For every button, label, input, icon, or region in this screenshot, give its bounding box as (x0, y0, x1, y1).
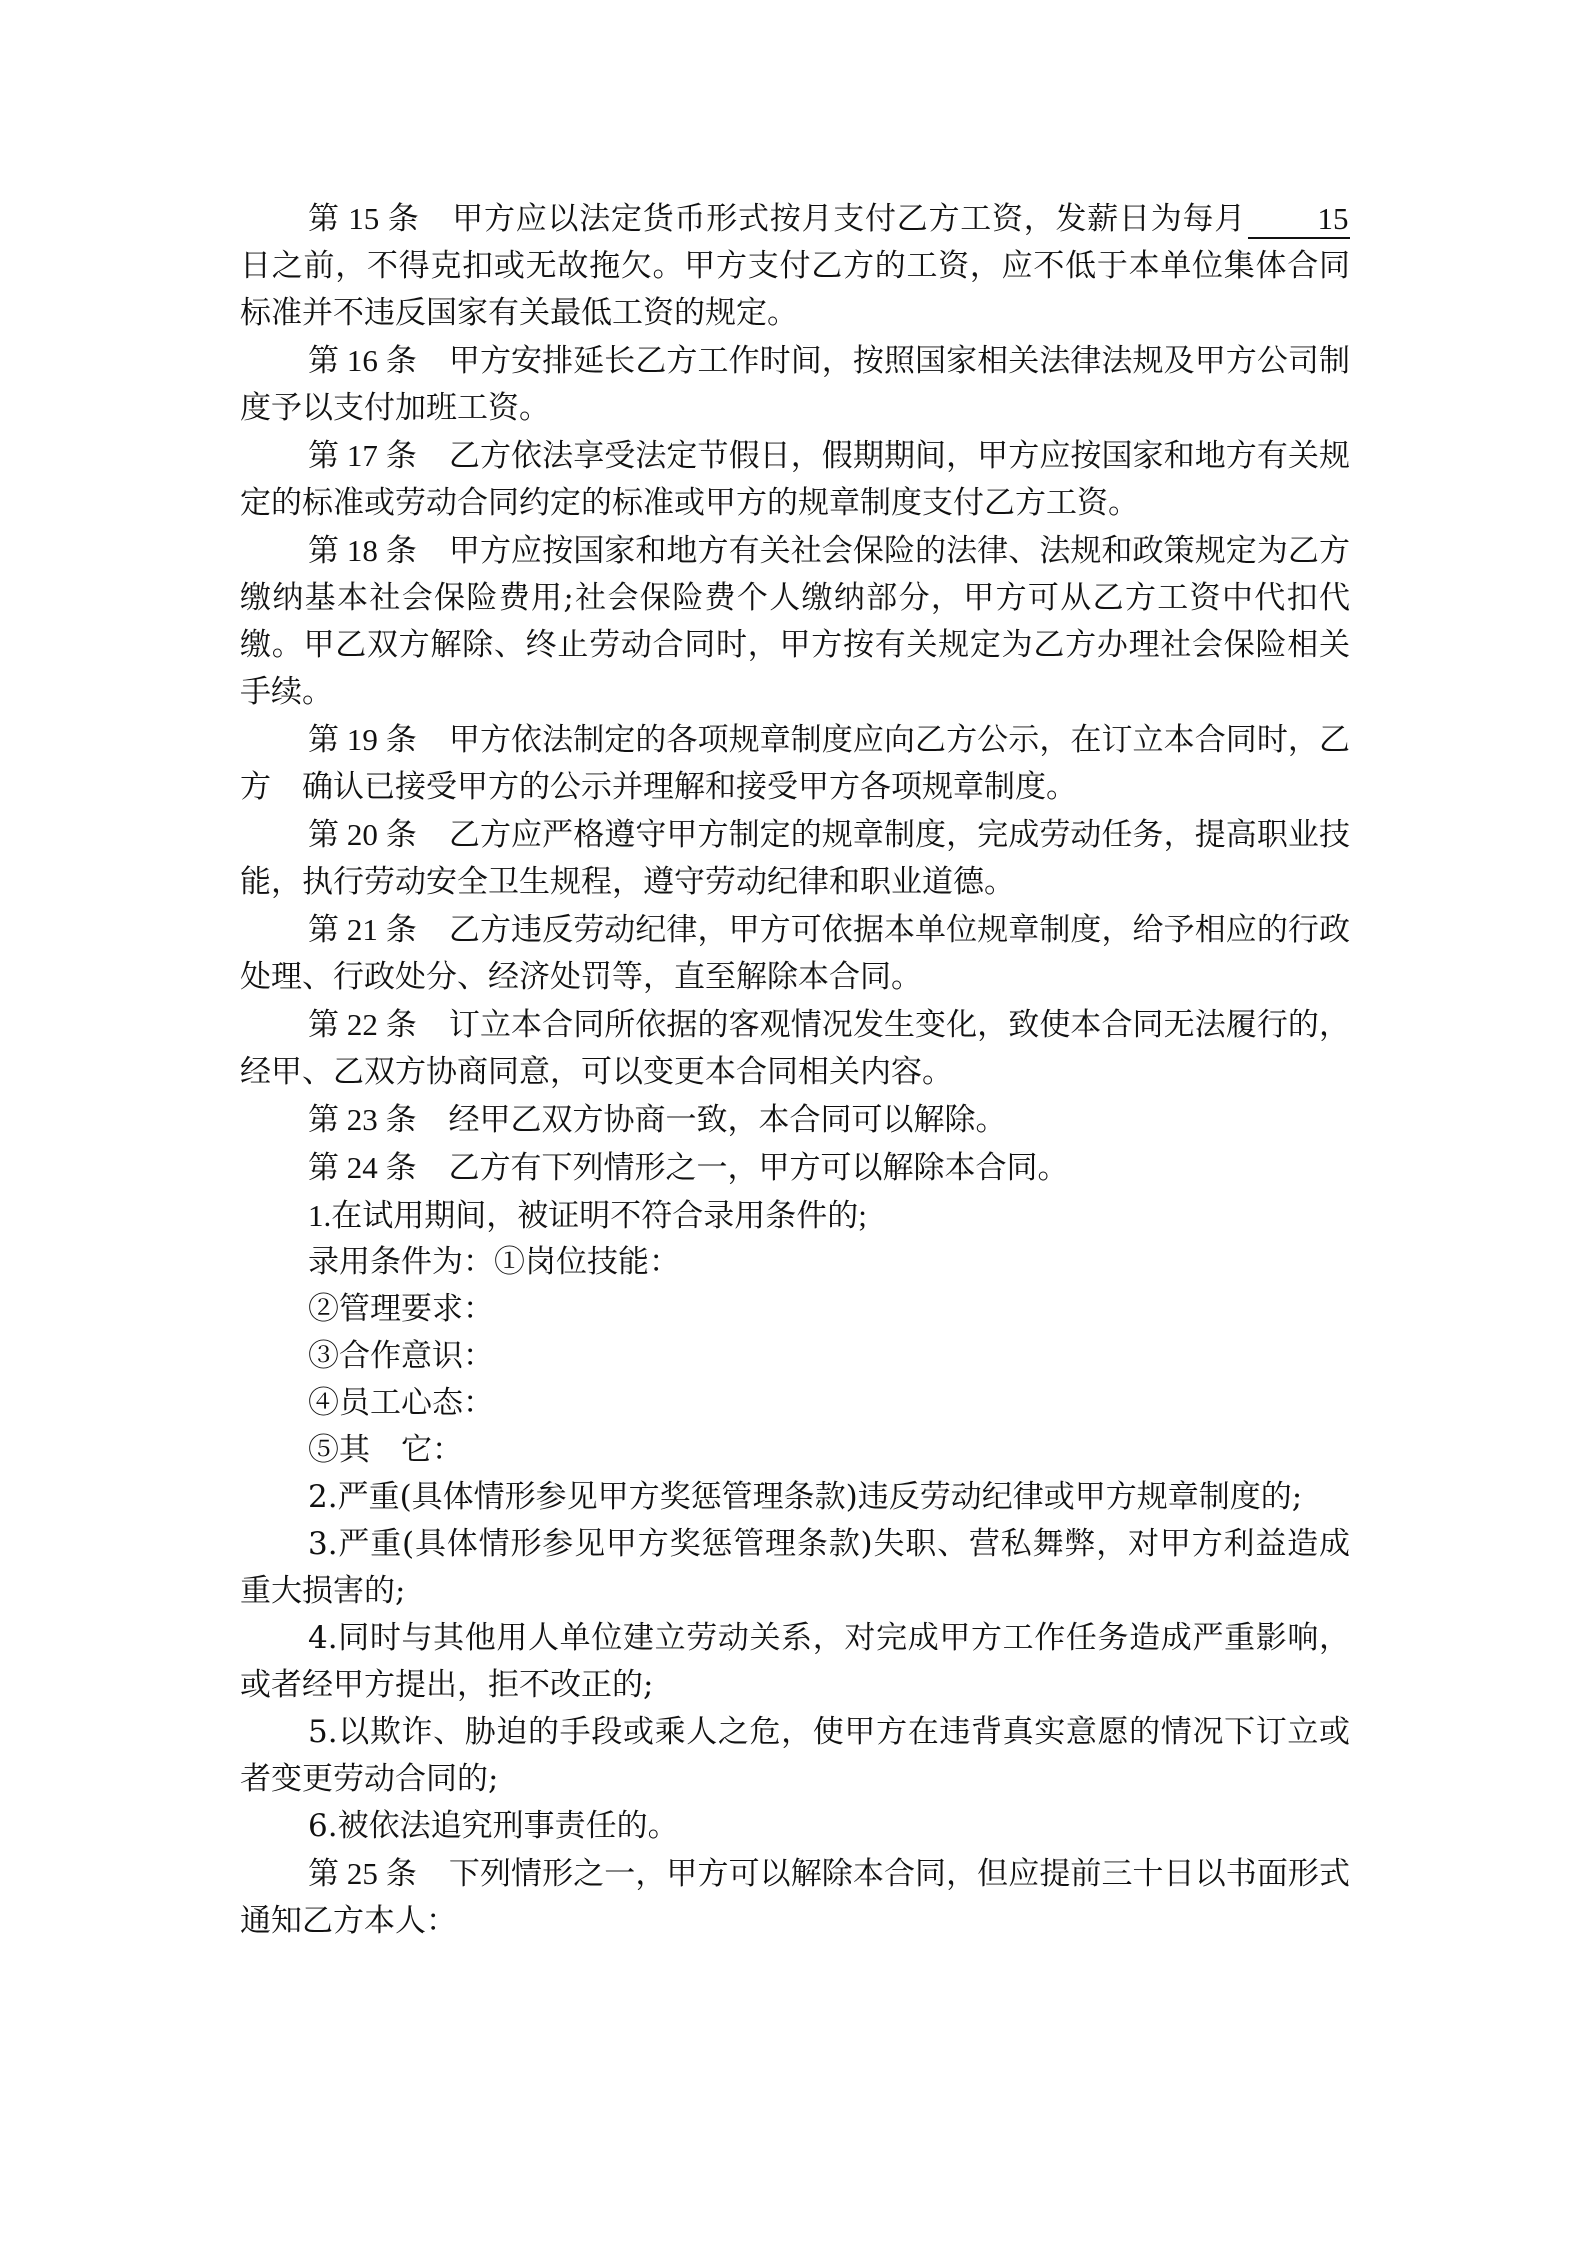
article-15 (240, 195, 1350, 337)
article-24-item-1: 1.在试用期间，被证明不符合录用条件的; (308, 1198, 867, 1233)
article-22 (240, 1001, 1350, 1096)
article-22-text: 订立本合同所依据的客观情况发生变化，致使本合同无法履行的，经甲、乙双方协商同意，可以变更本合同相关内容。 (240, 1007, 1351, 1090)
article-17-label: 第 17 条 (308, 438, 417, 473)
payday-fill-in-field: 15 (1248, 201, 1350, 239)
contract-body (240, 195, 1350, 1945)
article-24-condition-attitude: ④员工心态： (308, 1385, 494, 1421)
article-16-label: 第 16 条 (308, 343, 417, 378)
article-21 (240, 906, 1350, 1001)
article-24-item-2: 2.严重(具体情形参见甲方奖惩管理条款)违反劳动纪律或甲方规章制度的; (308, 1479, 1303, 1515)
article-20-label: 第 20 条 (308, 817, 417, 852)
article-18-text: 甲方应按国家和地方有关社会保险的法律、法规和政策规定为乙方缴纳基本社会保险费用;社会保险费个人缴纳部分，甲方可从乙方工资中代扣代缴。甲乙双方解除、终止劳动合同时，甲方按有关规定为乙方办理社会保险相关手续。 (240, 533, 1351, 710)
article-24-item-3: 3.严重(具体情形参见甲方奖惩管理条款)失职、营私舞弊，对甲方利益造成重大损害的; (240, 1526, 1350, 1609)
article-24-label: 第 24 条 (308, 1150, 417, 1185)
article-15-label: 第 15 条 (308, 201, 420, 236)
article-24-hiring-conditions: 录用条件为：①岗位技能： (308, 1244, 680, 1280)
article-25 (240, 1850, 1350, 1945)
article-24-item-6: 6.被依法追究刑事责任的。 (308, 1808, 679, 1844)
article-23-label: 第 23 条 (308, 1102, 417, 1137)
article-19-label: 第 19 条 (308, 722, 417, 757)
article-20-text: 乙方应严格遵守甲方制定的规章制度，完成劳动任务，提高职业技能，执行劳动安全卫生规程，遵守劳动纪律和职业道德。 (240, 817, 1351, 900)
article-23 (240, 1096, 1350, 1144)
article-19 (240, 716, 1350, 811)
article-16-text: 甲方安排延长乙方工作时间，按照国家相关法律法规及甲方公司制度予以支付加班工资。 (240, 343, 1351, 426)
article-17-text: 乙方依法享受法定节假日，假期期间，甲方应按国家和地方有关规定的标准或劳动合同约定的标准或甲方的规章制度支付乙方工资。 (240, 438, 1351, 521)
article-19-text: 甲方依法制定的各项规章制度应向乙方公示，在订立本合同时，乙方 确认已接受甲方的公示并理解和接受甲方各项规章制度。 (240, 722, 1351, 805)
article-15-text-part1: 甲方应以法定货币形式按月支付乙方工资，发薪日为每月 (451, 201, 1246, 237)
article-18-label: 第 18 条 (308, 533, 417, 568)
article-15-text-part2: 日之前，不得克扣或无故拖欠。甲方支付乙方的工资，应不低于本单位集体合同标准并不违反国家有关最低工资的规定。 (240, 248, 1350, 331)
article-25-text: 下列情形之一，甲方可以解除本合同，但应提前三十日以书面形式通知乙方本人： (240, 1856, 1351, 1939)
article-16 (240, 337, 1350, 432)
article-23-text: 经甲乙双方协商一致，本合同可以解除。 (448, 1102, 1007, 1138)
article-21-label: 第 21 条 (308, 912, 417, 947)
article-24-condition-management: ②管理要求： (308, 1291, 494, 1327)
article-20 (240, 811, 1350, 906)
article-24 (240, 1144, 1350, 1192)
article-24-condition-cooperation: ③合作意识： (308, 1338, 494, 1374)
article-24-condition-other: ⑤其 它： (308, 1432, 463, 1468)
article-24-item-4: 4.同时与其他用人单位建立劳动关系，对完成甲方工作任务造成严重影响，或者经甲方提出，拒不改正的; (240, 1620, 1350, 1703)
article-24-text: 乙方有下列情形之一，甲方可以解除本合同。 (448, 1150, 1069, 1186)
article-22-label: 第 22 条 (308, 1007, 417, 1042)
article-21-text: 乙方违反劳动纪律，甲方可依据本单位规章制度，给予相应的行政处理、行政处分、经济处罚等，直至解除本合同。 (240, 912, 1351, 995)
article-24-item-5: 5.以欺诈、胁迫的手段或乘人之危，使甲方在违背真实意愿的情况下订立或者变更劳动合同的; (240, 1714, 1350, 1797)
article-17 (240, 432, 1350, 527)
article-25-label: 第 25 条 (308, 1856, 417, 1891)
article-18 (240, 527, 1350, 716)
